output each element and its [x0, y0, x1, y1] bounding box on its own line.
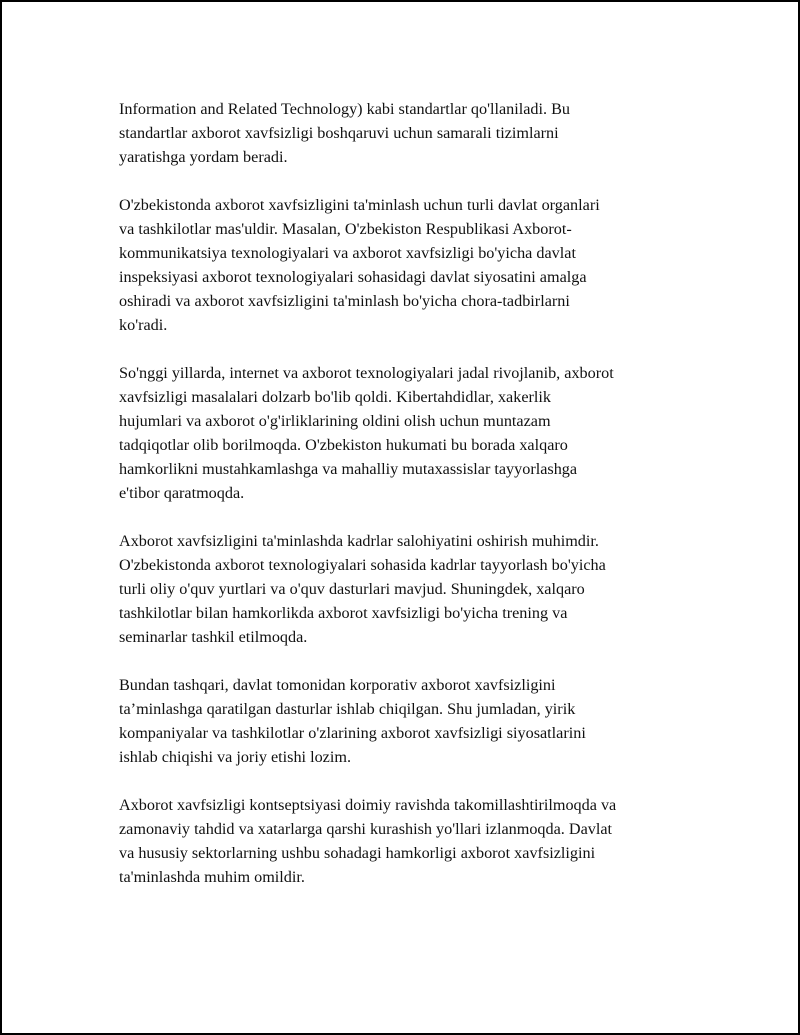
text-line: va tashkilotlar mas'uldir. Masalan, O'zbekiston Respublikasi Axborot-: [119, 220, 572, 238]
text-line: zamonaviy tahdid va xatarlarga qarshi kurashish yo'llari izlanmoqda. Davlat: [119, 820, 613, 838]
text-line: inspeksiyasi axborot texnologiyalari sohasidagi davlat siyosatini amalga: [119, 268, 587, 286]
text-line: ta’minlashga qaratilgan dasturlar ishlab chiqilgan. Shu jumladan, yirik: [119, 700, 576, 718]
paragraph-6: [119, 793, 701, 889]
text-line: kompaniyalar va tashkilotlar o'zlarining axborot xavfsizligi siyosatlarini: [119, 724, 586, 742]
text-line: e'tibor qaratmoqda.: [119, 484, 245, 502]
text-line: O'zbekistonda axborot xavfsizligini ta'minlash uchun turli davlat organlari: [119, 196, 600, 214]
text-line: seminarlar tashkil etilmoqda.: [119, 628, 308, 646]
text-line: va hususiy sektorlarning ushbu sohadagi hamkorligi axborot xavfsizligini: [119, 844, 596, 862]
text-line: kommunikatsiya texnologiyalari va axborot xavfsizligi bo'yicha davlat: [119, 244, 576, 262]
text-line: tashkilotlar bilan hamkorlikda axborot xavfsizligi bo'yicha trening va: [119, 604, 568, 622]
text-line: O'zbekistonda axborot texnologiyalari sohasida kadrlar tayyorlash bo'yicha: [119, 556, 606, 574]
text-line: ta'minlashda muhim omildir.: [119, 868, 305, 886]
document-body: [119, 97, 701, 913]
text-line: xavfsizligi masalalari dolzarb bo'lib qoldi. Kibertahdidlar, xakerlik: [119, 388, 552, 406]
paragraph-3: [119, 361, 701, 505]
text-line: ishlab chiqishi va joriy etishi lozim.: [119, 748, 351, 766]
text-line: hujumlari va axborot o'g'irliklarining oldini olish uchun muntazam: [119, 412, 551, 430]
text-line: ko'radi.: [119, 316, 168, 334]
text-line: Axborot xavfsizligini ta'minlashda kadrlar salohiyatini oshirish muhimdir.: [119, 532, 599, 550]
paragraph-1: [119, 97, 701, 169]
paragraph-4: [119, 529, 701, 649]
text-line: Bundan tashqari, davlat tomonidan korporativ axborot xavfsizligini: [119, 676, 556, 694]
text-line: yaratishga yordam beradi.: [119, 148, 288, 166]
text-line: hamkorlikni mustahkamlashga va mahalliy mutaxassislar tayyorlashga: [119, 460, 578, 478]
text-line: So'nggi yillarda, internet va axborot texnologiyalari jadal rivojlanib, axborot: [119, 364, 614, 382]
text-line: turli oliy o'quv yurtlari va o'quv dasturlari mavjud. Shuningdek, xalqaro: [119, 580, 585, 598]
text-line: tadqiqotlar olib borilmoqda. O'zbekiston hukumati bu borada xalqaro: [119, 436, 568, 454]
text-line: Axborot xavfsizligi kontseptsiyasi doimiy ravishda takomillashtirilmoqda va: [119, 796, 617, 814]
paragraph-2: [119, 193, 701, 337]
text-line: oshiradi va axborot xavfsizligini ta'minlash bo'yicha chora-tadbirlarni: [119, 292, 570, 310]
paragraph-5: [119, 673, 701, 769]
text-line: standartlar axborot xavfsizligi boshqaruvi uchun samarali tizimlarni: [119, 124, 559, 142]
text-line: Information and Related Technology) kabi standartlar qo'llaniladi. Bu: [119, 100, 571, 118]
